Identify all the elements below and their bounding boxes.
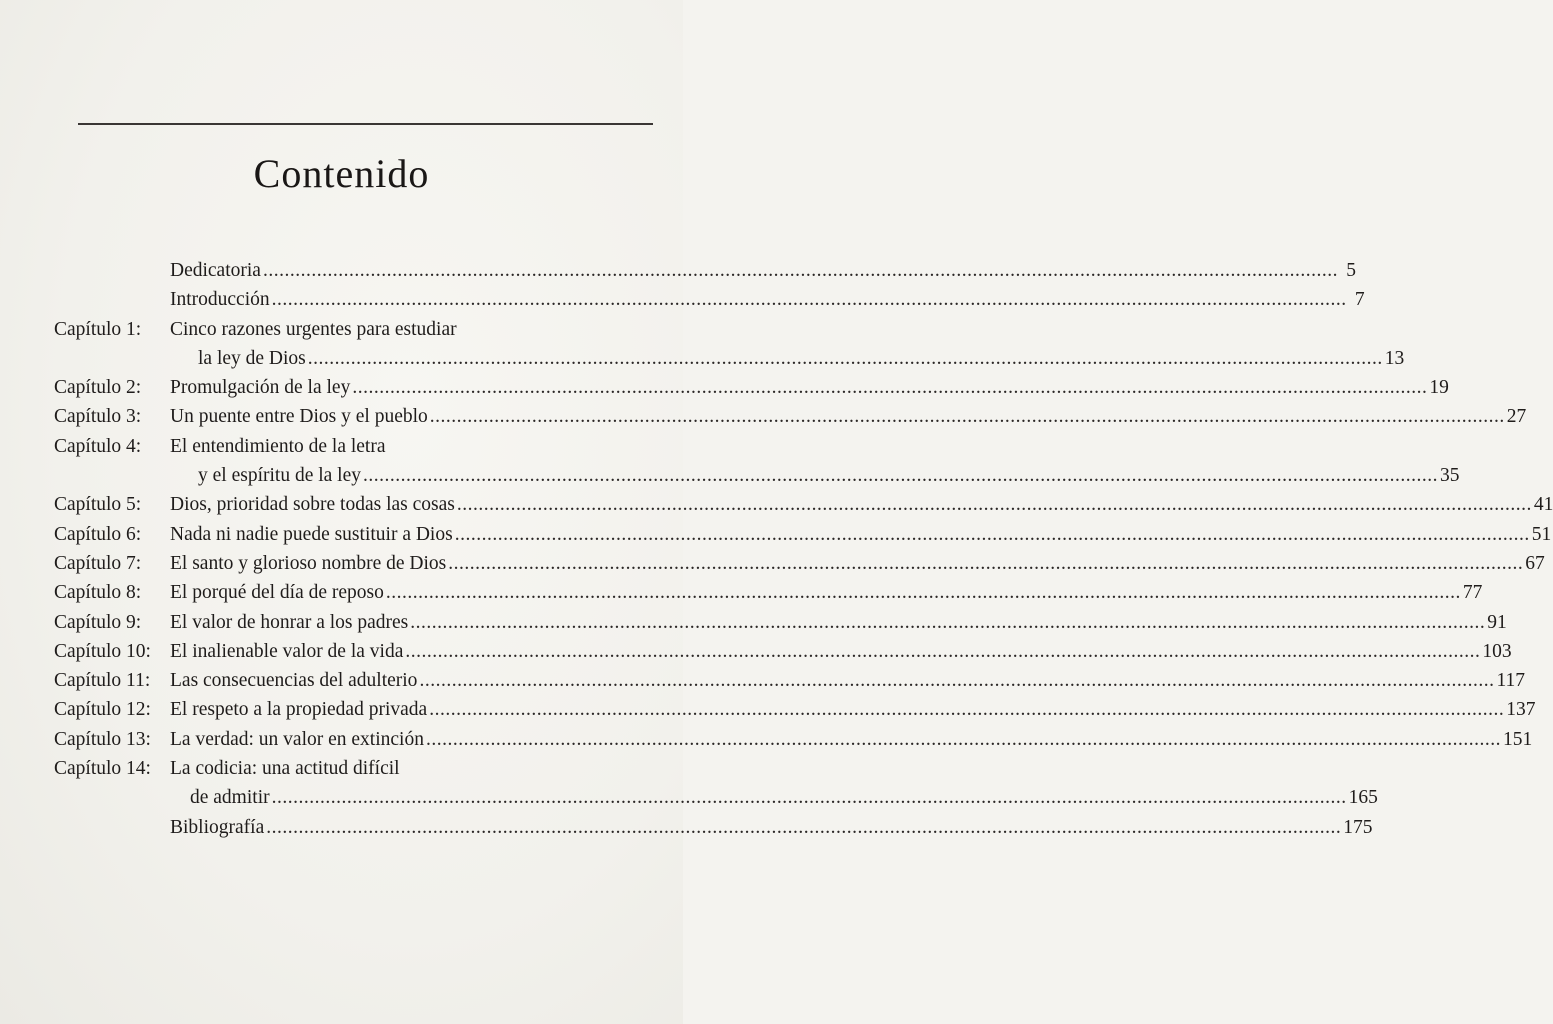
chapter-label: Capítulo 4:	[54, 435, 142, 457]
entry-title: El porqué del día de reposo	[170, 582, 384, 604]
dot-leader: ........................................................................................................................................................................................................	[429, 406, 1505, 428]
page-number: 19	[1429, 377, 1449, 399]
entry-title: Cinco razones urgentes para estudiar	[170, 318, 457, 340]
dot-leader: ........................................................................................................................................................................................................	[454, 523, 1530, 545]
page-number: 35	[1440, 465, 1460, 487]
toc-line	[0, 549, 1545, 578]
page-number: 27	[1506, 406, 1527, 428]
page-number: 5	[1346, 260, 1356, 281]
toc-line	[0, 754, 683, 783]
entry-title: Dios, prioridad sobre todas las cosas	[170, 494, 455, 516]
entry-title: y el espíritu de la ley	[198, 465, 361, 487]
toc-line	[0, 373, 1449, 402]
toc-line	[0, 402, 1527, 431]
toc-line	[0, 578, 1483, 607]
toc-line	[0, 490, 1553, 519]
entry-title: la ley de Dios	[198, 347, 306, 369]
chapter-label: Capítulo 12:	[54, 699, 151, 721]
entry-title: Bibliografía	[170, 816, 265, 838]
dot-leader: ........................................................................................................................................................................................................	[352, 377, 1428, 399]
chapter-label: Capítulo 13:	[54, 728, 151, 750]
dot-leader: ........................................................................................................................................................................................................	[456, 494, 1532, 516]
toc-line	[0, 461, 1460, 490]
entry-title: Las consecuencias del adulterio	[170, 670, 418, 692]
dot-leader: ........................................................................................................................................................................................................	[363, 465, 1438, 487]
dot-leader: ........................................................................................................................................................................................................	[410, 611, 1486, 633]
entry-title: Nada ni nadie puede sustituir a Dios	[170, 523, 453, 545]
page-number: 137	[1506, 699, 1536, 721]
entry-title: El respeto a la propiedad privada	[170, 699, 428, 721]
page-number: 67	[1525, 552, 1545, 574]
page-number: 13	[1384, 347, 1405, 369]
toc-line	[0, 256, 1356, 285]
toc-line	[0, 783, 1378, 812]
dot-leader: ........................................................................................................................................................................................................	[448, 552, 1524, 574]
page-number: 103	[1482, 640, 1512, 662]
entry-title: La codicia: una actitud difícil	[170, 758, 400, 780]
entry-title: La verdad: un valor en extinción	[170, 728, 424, 750]
table-of-contents	[0, 256, 1553, 842]
chapter-label: Capítulo 2:	[54, 377, 142, 399]
toc-line	[0, 725, 1533, 754]
chapter-label: Capítulo 11:	[54, 670, 151, 692]
dot-leader: ........................................................................................................................................................................................................	[266, 816, 1342, 838]
entry-title: Un puente entre Dios y el pueblo	[170, 406, 428, 428]
toc-line	[0, 813, 1373, 842]
entry-title: El inalienable valor de la vida	[170, 640, 404, 662]
dot-leader: ........................................................................................................................................................................................................	[307, 347, 1383, 369]
chapter-label: Capítulo 9:	[54, 611, 142, 633]
page-number: 165	[1348, 787, 1378, 809]
chapter-label: Capítulo 1:	[54, 318, 142, 340]
page-number: 91	[1487, 611, 1507, 633]
dot-leader: ........................................................................................................................................................................................................	[271, 289, 1347, 311]
toc-line	[0, 285, 1365, 314]
dot-leader: ........................................................................................................................................................................................................	[419, 670, 1495, 692]
toc-line	[0, 608, 1507, 637]
chapter-label: Capítulo 5:	[54, 494, 142, 516]
entry-title: de admitir	[190, 787, 270, 809]
chapter-label: Capítulo 7:	[54, 552, 142, 574]
page-number: 41	[1533, 494, 1553, 516]
toc-line	[0, 315, 683, 344]
toc-line	[0, 432, 683, 461]
dot-leader: ........................................................................................................................................................................................................	[385, 582, 1461, 604]
page-number: 117	[1496, 670, 1525, 692]
toc-line	[0, 637, 1512, 666]
toc-line	[0, 520, 1552, 549]
toc-line	[0, 666, 1525, 695]
toc-line	[0, 344, 1405, 373]
dot-leader: ........................................................................................................................................................................................................	[262, 260, 1338, 281]
entry-title: Dedicatoria	[170, 260, 261, 281]
top-rule	[78, 123, 653, 125]
entry-title: El entendimiento de la letra	[170, 435, 386, 457]
dot-leader: ........................................................................................................................................................................................................	[405, 640, 1481, 662]
dot-leader: ........................................................................................................................................................................................................	[429, 699, 1505, 721]
dot-leader: ........................................................................................................................................................................................................	[271, 787, 1347, 809]
entry-title: El santo y glorioso nombre de Dios	[170, 552, 447, 574]
entry-title: El valor de honrar a los padres	[170, 611, 409, 633]
page-number: 7	[1354, 289, 1365, 311]
chapter-label: Capítulo 3:	[54, 406, 142, 428]
page-number: 175	[1343, 816, 1373, 838]
dot-leader: ........................................................................................................................................................................................................	[425, 728, 1501, 750]
page-number: 77	[1462, 582, 1483, 604]
entry-title: Introducción	[170, 289, 270, 311]
chapter-label: Capítulo 10:	[54, 640, 151, 662]
page-number: 151	[1502, 728, 1533, 750]
toc-line	[0, 695, 1536, 724]
chapter-label: Capítulo 14:	[54, 758, 151, 780]
entry-title: Promulgación de la ley	[170, 377, 351, 399]
chapter-label: Capítulo 8:	[54, 582, 142, 604]
chapter-label: Capítulo 6:	[54, 523, 142, 545]
page-number: 51	[1531, 523, 1552, 545]
page-title: Contenido	[253, 151, 430, 196]
